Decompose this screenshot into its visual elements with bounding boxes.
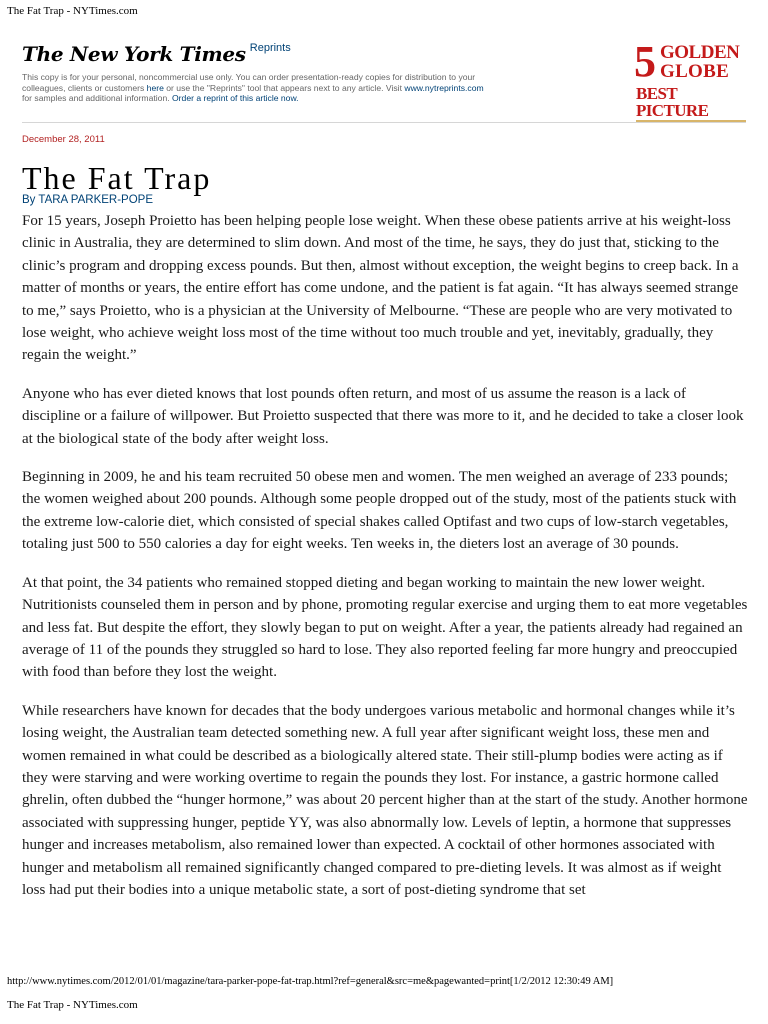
- nytreprints-link[interactable]: www.nytreprints.com: [404, 82, 484, 93]
- ad-number: 5: [634, 37, 656, 86]
- article-paragraph: Beginning in 2009, he and his team recruited 50 obese men and women. The men weighed an average of 233 pounds; the women weighed about 200 pounds. Although some people dropped out of the study, most of the patients stuck with the extreme low-calorie diet, which consisted of special shakes called Optifast and two cups of low-starch vegetables, totaling just 500 to 550 calories a day for eight weeks. Ten weeks in, the dieters lost an average of 30 pounds.: [22, 469, 737, 553]
- golden-globe-ad[interactable]: [634, 37, 746, 120]
- notice-text-1: This copy is for your personal, noncommercial use only. You can order presentation-ready copies for distribution to your colleagues, clients or customers: [22, 72, 476, 93]
- reprint-notice: [22, 72, 492, 104]
- article-headline: The Fat Trap: [22, 160, 212, 196]
- notice-text-2: or use the "Reprints" tool that appears next to any article. Visit: [166, 82, 402, 93]
- masthead: [22, 42, 291, 65]
- article-paragraph: For 15 years, Joseph Proietto has been helping people lose weight. When these obese patients arrive at his weight-loss clinic in Australia, they are determined to slim down. And most of the time, he says, they do just that, sticking to the clinic’s program and dropping excess pounds. But then, almost without exception, the weight begins to creep back. In a matter of months or years, the entire effort has come undone, and the patient is fat again. “It has always seemed strange to me,” says Proietto, who is a physician at the University of Melbourne. “These are people who are very motivated to lose weight, who achieve weight loss most of the time without too much trouble and yet, inevitably, gradually, they regain the weight.”: [22, 213, 739, 364]
- order-reprint-link[interactable]: Order a reprint of this article now.: [172, 93, 299, 103]
- ad-line-best-picture: BEST PICTURE: [636, 85, 746, 123]
- notice-text-3: for samples and additional information.: [22, 93, 170, 103]
- ad-line-golden: GOLDEN: [660, 42, 740, 63]
- ad-line-globe: GLOBE: [660, 61, 730, 82]
- article-paragraph: Anyone who has ever dieted knows that lost pounds often return, and most of us assume the reason is a lack of discipline or a failure of willpower. But Proietto suspected that there was more to it, and he decided to take a closer look at the biological state of the body after weight loss.: [22, 385, 744, 447]
- article-body: [22, 210, 748, 917]
- article-date: December 28, 2011: [22, 134, 105, 145]
- article-paragraph: At that point, the 34 patients who remained stopped dieting and began working to maintain the new lower weight. Nutritionists counseled them in person and by phone, promoting regular exercise and urging them to eat more vegetables and less fat. But despite the effort, they slowly began to put on weight. After a year, the patients already had regained an average of 11 of the pounds they struggled so hard to lose. They also reported feeling far more hungry and preoccupied with food than before they lost the weight.: [22, 574, 748, 681]
- here-link[interactable]: here: [146, 82, 164, 93]
- print-footer-url: http://www.nytimes.com/2012/01/01/magazine/tara-parker-pope-fat-trap.html?ref=general&src=me&pagewanted=print[1/2/2012 12:30:49 AM]: [7, 976, 614, 987]
- header-divider: [22, 122, 746, 123]
- print-footer-title: The Fat Trap - NYTimes.com: [7, 999, 138, 1011]
- article-paragraph: While researchers have known for decades that the body undergoes various metabolic and hormonal changes while it’s losing weight, the Australian team detected something new. A full year after significant weight loss, these men and women remained in what could be described as a biologically altered state. Their still-plump bodies were acting as if they were starving and were working overtime to regain the pounds they lost. For instance, a gastric hormone called ghrelin, often dubbed the “hunger hormone,” was about 20 percent higher than at the start of the study. Another hormone associated with suppressing hunger, peptide YY, was also abnormally low. Levels of leptin, a hormone that suppresses hunger and increases metabolism, also remained lower than expected. A cocktail of other hormones associated with hunger and metabolism all remained significantly changed compared to pre-dieting levels. It was almost as if weight loss had put their bodies into a unique metabolic state, a sort of post-dieting syndrome that set: [22, 702, 748, 898]
- reprints-link[interactable]: Reprints: [249, 42, 291, 54]
- nyt-logo[interactable]: The New York Times: [22, 42, 246, 66]
- article-byline[interactable]: By TARA PARKER-POPE: [22, 194, 154, 206]
- print-header-title: The Fat Trap - NYTimes.com: [7, 5, 138, 17]
